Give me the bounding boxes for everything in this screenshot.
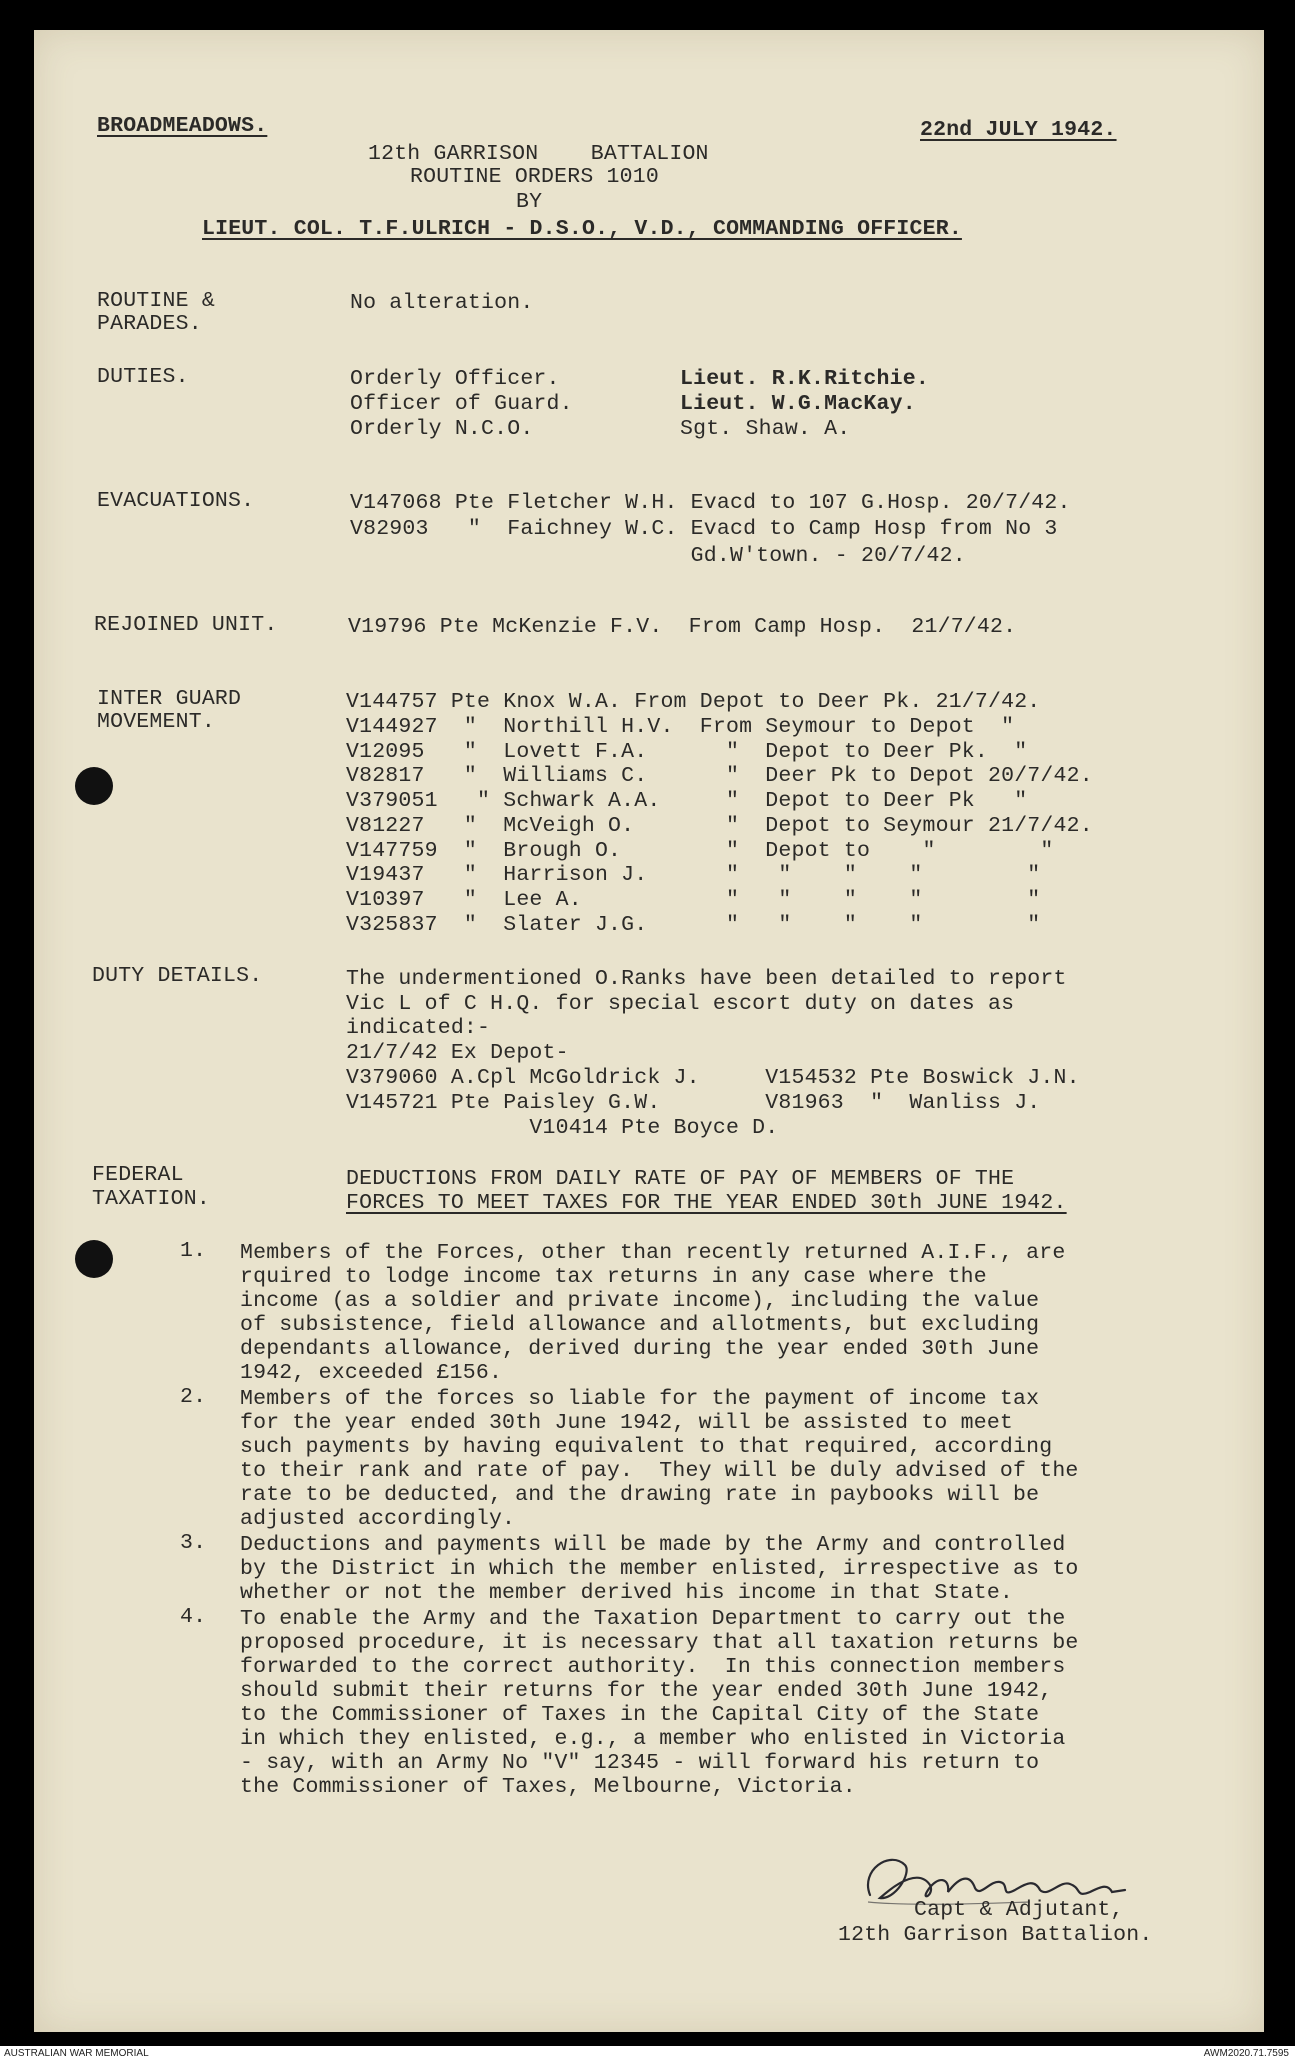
routine-label-2: PARADES. <box>97 312 202 336</box>
paragraph-number: 3. <box>180 1531 207 1555</box>
duty-role: Orderly N.C.O. <box>350 417 534 441</box>
place-heading: BROADMEADOWS. <box>97 114 268 138</box>
duty-role: Orderly Officer. <box>350 367 560 391</box>
orders-title: ROUTINE ORDERS 1010 <box>410 165 659 189</box>
footer-bar <box>0 2046 1295 2061</box>
duty-details-line: 21/7/42 Ex Depot- <box>346 1041 569 1065</box>
duty-details-line: V379060 A.Cpl McGoldrick J. V154532 Pte Boswick J.N. <box>346 1066 1080 1090</box>
routine-label-1: ROUTINE & <box>97 289 215 313</box>
federal-label-2: TAXATION. <box>92 1187 210 1211</box>
movement-line: V10397 " Lee A. " " " " " <box>346 888 1041 912</box>
paragraph-number: 2. <box>180 1385 207 1409</box>
commanding-officer-line: LIEUT. COL. T.F.ULRICH - D.S.O., V.D., COMMANDING OFFICER. <box>202 217 962 241</box>
routine-text: No alteration. <box>350 291 534 315</box>
federal-heading-1: DEDUCTIONS FROM DAILY RATE OF PAY OF MEMBERS OF THE <box>346 1167 1015 1191</box>
paragraph-line: forwarded to the correct authority. In this connection members <box>240 1655 1066 1679</box>
evacuations-label: EVACUATIONS. <box>97 489 255 513</box>
duties-label: DUTIES. <box>97 365 189 389</box>
duty-name: Lieut. R.K.Ritchie. <box>680 367 929 391</box>
paragraph-number: 4. <box>180 1605 207 1629</box>
paragraph-line: Deductions and payments will be made by the Army and controlled <box>240 1533 1066 1557</box>
paragraph-line: rquired to lodge income tax returns in any case where the <box>240 1265 987 1289</box>
evacuation-line: Gd.W'town. - 20/7/42. <box>350 544 966 568</box>
paragraph-line: for the year ended 30th June 1942, will be assisted to meet <box>240 1411 1014 1435</box>
signature-title-1: Capt & Adjutant, <box>914 1898 1124 1922</box>
movement-line: V82817 " Williams C. " Deer Pk to Depot 20/7/42. <box>346 764 1093 788</box>
duty-details-line: V10414 Pte Boyce D. <box>346 1116 779 1140</box>
duty-details-line: Vic L of C H.Q. for special escort duty on dates as <box>346 992 1015 1016</box>
federal-label-1: FEDERAL <box>92 1163 184 1187</box>
movement-line: V19437 " Harrison J. " " " " " <box>346 863 1041 887</box>
by-line: BY <box>516 190 543 214</box>
paragraph-line: to their rank and rate of pay. They will be duly advised of the <box>240 1459 1079 1483</box>
movement-line: V147759 " Brough O. " Depot to " " <box>346 839 1054 863</box>
paragraph-line: dependants allowance, derived during the year ended 30th June <box>240 1337 1040 1361</box>
duty-details-line: The undermentioned O.Ranks have been detailed to report <box>346 967 1067 991</box>
paragraph-line: To enable the Army and the Taxation Department to carry out the <box>240 1607 1066 1631</box>
inter-guard-label-1: INTER GUARD <box>97 687 242 711</box>
archive-reference: AWM2020.71.7595 <box>1203 2048 1289 2059</box>
archive-credit: AUSTRALIAN WAR MEMORIAL <box>4 2048 149 2059</box>
date-heading: 22nd JULY 1942. <box>920 118 1117 142</box>
duty-details-label: DUTY DETAILS. <box>92 964 263 988</box>
punch-hole-top <box>75 767 113 805</box>
federal-heading-2: FORCES TO MEET TAXES FOR THE YEAR ENDED 30th JUNE 1942. <box>346 1191 1067 1215</box>
paragraph-line: of subsistence, field allowance and allotments, but excluding <box>240 1313 1040 1337</box>
movement-line: V379051 " Schwark A.A. " Depot to Deer Pk " <box>346 789 1028 813</box>
paragraph-line: - say, with an Army No "V" 12345 - will forward his return to <box>240 1751 1040 1775</box>
movement-line: V144927 " Northill H.V. From Seymour to Depot " <box>346 715 1015 739</box>
paragraph-line: Members of the forces so liable for the payment of income tax <box>240 1387 1040 1411</box>
duty-role: Officer of Guard. <box>350 392 573 416</box>
evacuation-line: V147068 Pte Fletcher W.H. Evacd to 107 G.Hosp. 20/7/42. <box>350 491 1071 515</box>
paragraph-line: income (as a soldier and private income), including the value <box>240 1289 1040 1313</box>
paragraph-line: in which they enlisted, e.g., a member who enlisted in Victoria <box>240 1727 1066 1751</box>
paragraph-line: the Commissioner of Taxes, Melbourne, Victoria. <box>240 1775 856 1799</box>
duty-name: Sgt. Shaw. A. <box>680 417 851 441</box>
inter-guard-label-2: MOVEMENT. <box>97 710 215 734</box>
movement-line: V144757 Pte Knox W.A. From Depot to Deer Pk. 21/7/42. <box>346 690 1041 714</box>
signature-title-2: 12th Garrison Battalion. <box>838 1923 1153 1947</box>
paragraph-line: should submit their returns for the year ended 30th June 1942, <box>240 1679 1053 1703</box>
paragraph-line: such payments by having equivalent to that required, according <box>240 1435 1053 1459</box>
punch-hole-bottom <box>75 1240 113 1278</box>
duty-details-line: indicated:- <box>346 1016 491 1040</box>
rejoined-text: V19796 Pte McKenzie F.V. From Camp Hosp. 21/7/42. <box>348 615 1017 639</box>
evacuation-line: V82903 " Faichney W.C. Evacd to Camp Hosp from No 3 <box>350 517 1058 541</box>
rejoined-label: REJOINED UNIT. <box>94 613 278 637</box>
paragraph-line: Members of the Forces, other than recently returned A.I.F., are <box>240 1241 1066 1265</box>
paragraph-line: 1942, exceeded £156. <box>240 1361 503 1385</box>
paragraph-line: whether or not the member derived his income in that State. <box>240 1581 1014 1605</box>
movement-line: V81227 " McVeigh O. " Depot to Seymour 21/7/42. <box>346 814 1093 838</box>
paragraph-line: to the Commissioner of Taxes in the Capital City of the State <box>240 1703 1040 1727</box>
duty-details-line: V145721 Pte Paisley G.W. V81963 " Wanliss J. <box>346 1091 1041 1115</box>
paragraph-line: rate to be deducted, and the drawing rate in paybooks will be <box>240 1483 1040 1507</box>
paragraph-line: adjusted accordingly. <box>240 1507 516 1531</box>
movement-line: V325837 " Slater J.G. " " " " " <box>346 913 1041 937</box>
unit-title: 12th GARRISON BATTALION <box>368 142 709 166</box>
duty-name: Lieut. W.G.MacKay. <box>680 392 916 416</box>
paragraph-line: by the District in which the member enlisted, irrespective as to <box>240 1557 1079 1581</box>
movement-line: V12095 " Lovett F.A. " Depot to Deer Pk. " <box>346 740 1028 764</box>
paragraph-line: proposed procedure, it is necessary that all taxation returns be <box>240 1631 1079 1655</box>
paragraph-number: 1. <box>180 1239 207 1263</box>
